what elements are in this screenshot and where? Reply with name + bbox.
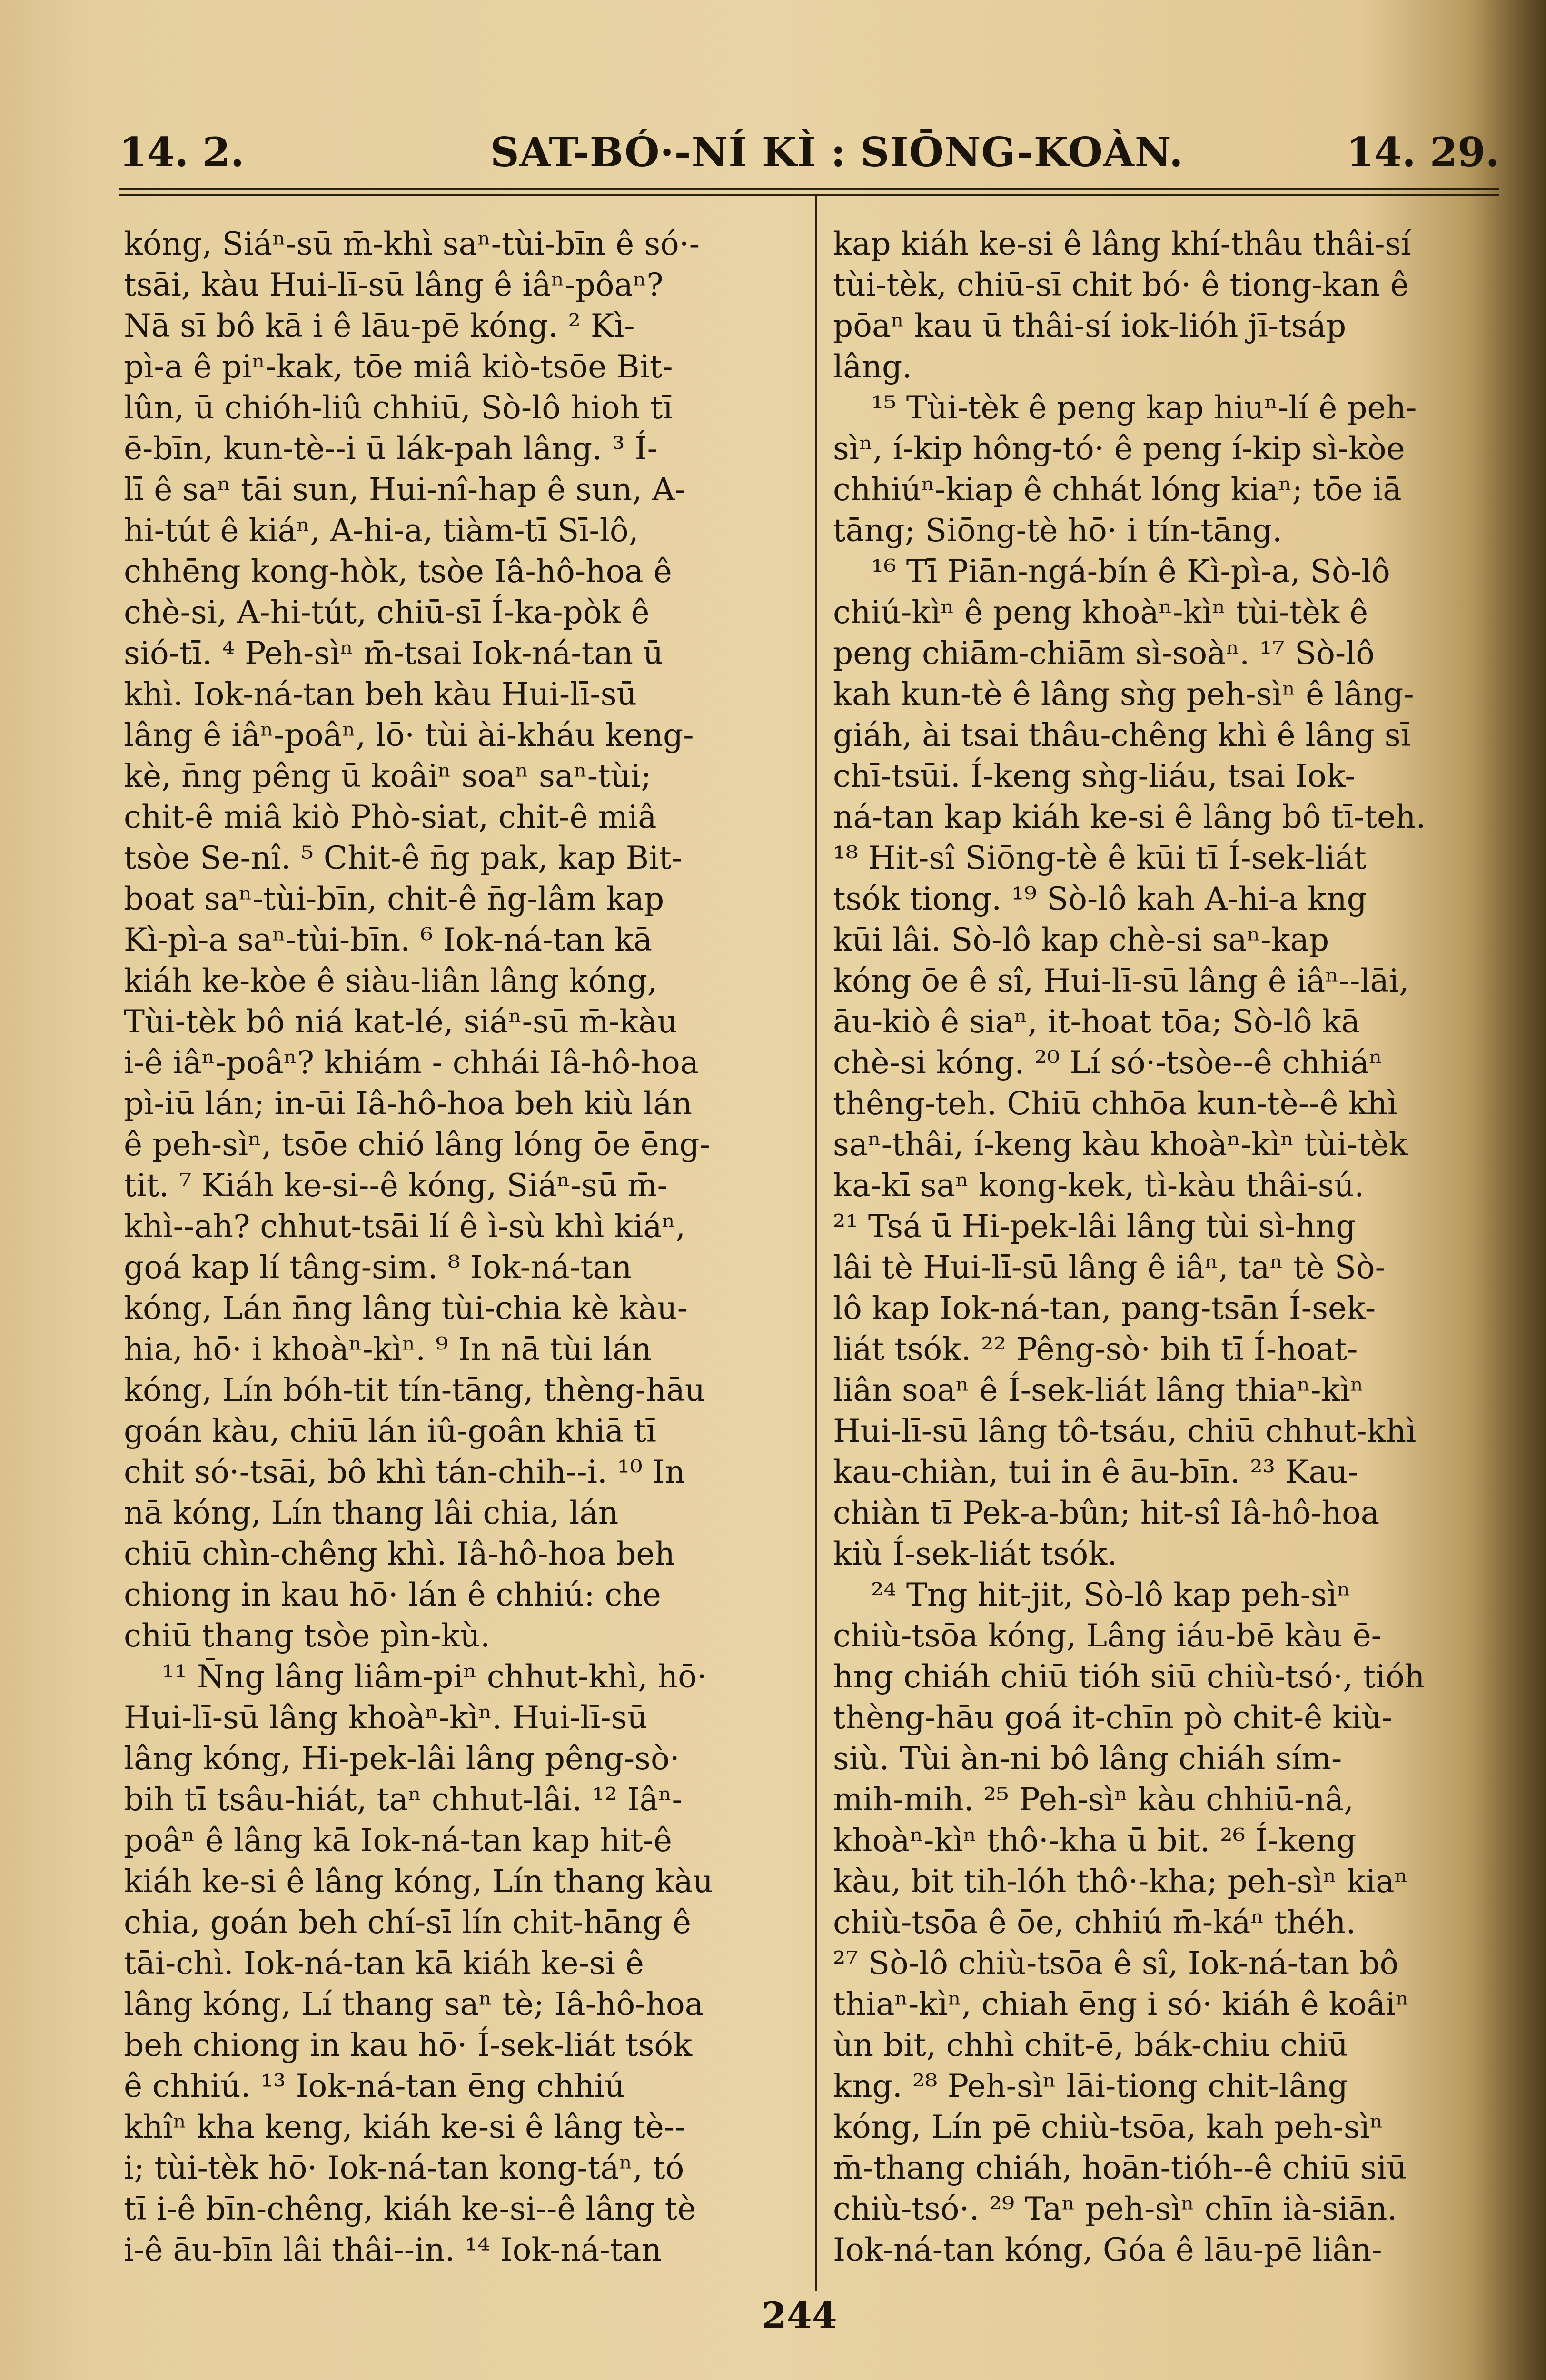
text-line: i; tùi-tèk hō· Iok-ná-tan kong-táⁿ, tó — [124, 2150, 684, 2186]
text-line: pì-iū lán; in-ūi Iâ-hô-hoa beh kiù lán — [124, 1085, 693, 1122]
text-line: āu-kiò ê siaⁿ, it-hoat tōa; Sò-lô kā — [833, 1003, 1360, 1040]
text-line: Iok-ná-tan kóng, Góa ê lāu-pē liân- — [833, 2231, 1382, 2268]
text-line: beh chiong in kau hō· Í-sek-liát tsók — [124, 2027, 693, 2063]
text-line: i-ê iâⁿ-poâⁿ? khiám - chhái Iâ-hô-hoa — [124, 1044, 699, 1081]
header-rule-bottom — [119, 194, 1499, 196]
text-line: boat saⁿ-tùi-bīn, chit-ê n̄g-lâm kap — [124, 881, 664, 917]
text-line: kap kiáh ke-si ê lâng khí-thâu thâi-sí — [833, 226, 1411, 262]
text-line: lûn, ū chióh-liû chhiū, Sò-lô hioh tī — [124, 389, 673, 426]
text-line: kūi lâi. Sò-lô kap chè-si saⁿ-kap — [833, 922, 1329, 958]
text-line: chit só·-tsāi, bô khì tán-chih--i. ¹⁰ In — [124, 1454, 685, 1490]
text-line: ²⁷ Sò-lô chiù-tsōa ê sî, Iok-ná-tan bô — [833, 1945, 1399, 1982]
text-line: sió-tī. ⁴ Peh-sìⁿ m̄-tsai Iok-ná-tan ū — [124, 635, 664, 672]
text-line: ê chhiú. ¹³ Iok-ná-tan ēng chhiú — [124, 2068, 625, 2104]
text-line: saⁿ-thâi, í-keng kàu khoàⁿ-kìⁿ tùi-tèk — [833, 1126, 1408, 1163]
text-line: goán kàu, chiū lán iû-goân khiā tī — [124, 1413, 656, 1449]
header-left-reference: 14. 2. — [119, 129, 245, 176]
text-line: lâng kóng, Lí thang saⁿ tè; Iâ-hô-hoa — [124, 1986, 704, 2023]
text-line: kau-chiàn, tui in ê āu-bīn. ²³ Kau- — [833, 1454, 1358, 1490]
text-line: giáh, ài tsai thâu-chêng khì ê lâng sī — [833, 717, 1411, 754]
text-line: tsók tiong. ¹⁹ Sò-lô kah A-hi-a kng — [833, 881, 1367, 917]
text-line: peng chiām-chiām sì-soàⁿ. ¹⁷ Sò-lô — [833, 635, 1375, 672]
text-line: thèng-hāu goá it-chīn pò chit-ê kiù- — [833, 1699, 1393, 1736]
text-line: kng. ²⁸ Peh-sìⁿ lāi-tiong chit-lâng — [833, 2068, 1348, 2104]
text-line: chiú-kìⁿ ê peng khoàⁿ-kìⁿ tùi-tèk ê — [833, 594, 1368, 631]
text-line: tit. ⁷ Kiáh ke-si--ê kóng, Siáⁿ-sū m̄- — [124, 1167, 668, 1204]
text-line: Hui-lī-sū lâng tô-tsáu, chiū chhut-khì — [833, 1413, 1417, 1449]
header-rule-top — [119, 188, 1499, 190]
text-line: i-ê āu-bīn lâi thâi--in. ¹⁴ Iok-ná-tan — [124, 2231, 662, 2268]
text-line: thiaⁿ-kìⁿ, chiah ēng i só· kiáh ê koâiⁿ — [833, 1986, 1409, 2023]
text-line: ¹¹ N̄ng lâng liâm-piⁿ chhut-khì, hō· — [162, 1658, 707, 1695]
left-text-column — [124, 224, 800, 2271]
text-line: kóng, Lín bóh-tit tín-tāng, thèng-hāu — [124, 1372, 705, 1408]
text-line: ²¹ Tsá ū Hi-pek-lâi lâng tùi sì-hng — [833, 1208, 1356, 1245]
text-line: ²⁴ Tng hit-jit, Sò-lô kap peh-sìⁿ — [871, 1577, 1351, 1613]
text-line: kiáh ke-kòe ê siàu-liân lâng kóng, — [124, 962, 657, 999]
text-line: thêng-teh. Chiū chhōa kun-tè--ê khì — [833, 1085, 1397, 1122]
text-line: m̄-thang chiáh, hoān-tióh--ê chiū siū — [833, 2150, 1407, 2186]
text-line: tī i-ê bīn-chêng, kiáh ke-si--ê lâng tè — [124, 2191, 696, 2227]
text-line: tùi-tèk, chiū-sī chit bó· ê tiong-kan ê — [833, 267, 1409, 303]
text-line: ná-tan kap kiáh ke-si ê lâng bô tī-teh. — [833, 799, 1426, 835]
text-line: nā kóng, Lín thang lâi chia, lán — [124, 1495, 619, 1531]
text-line: kiù Í-sek-liát tsók. — [833, 1536, 1118, 1572]
text-line: hng chiáh chiū tióh siū chiù-tsó·, tióh — [833, 1658, 1425, 1695]
text-line: tsòe Se-nî. ⁵ Chit-ê n̄g pak, kap Bit- — [124, 840, 683, 876]
text-line: chiù-tsōa ê ōe, chhiú m̄-káⁿ théh. — [833, 1904, 1356, 1941]
text-line: kah kun-tè ê lâng sǹg peh-sìⁿ ê lâng- — [833, 676, 1414, 713]
text-line: ¹⁵ Tùi-tèk ê peng kap hiuⁿ-lí ê peh- — [871, 389, 1417, 426]
text-line: pōaⁿ kau ū thâi-sí iok-lióh jī-tsáp — [833, 307, 1347, 344]
text-line: chè-si, A-hi-tút, chiū-sī Í-ka-pòk ê — [124, 594, 650, 631]
text-line: hia, hō· i khoàⁿ-kìⁿ. ⁹ In nā tùi lán — [124, 1331, 652, 1368]
right-text-column — [833, 224, 1504, 2271]
text-line: Hui-lī-sū lâng khoàⁿ-kìⁿ. Hui-lī-sū — [124, 1699, 647, 1736]
text-line: hi-tút ê kiáⁿ, A-hi-a, tiàm-tī Sī-lô, — [124, 512, 639, 549]
text-line: Tùi-tèk bô niá kat-lé, siáⁿ-sū m̄-kàu — [124, 1003, 677, 1040]
text-line: lô kap Iok-ná-tan, pang-tsān Í-sek- — [833, 1290, 1376, 1327]
text-line: pì-a ê piⁿ-kak, tōe miâ kiò-tsōe Bit- — [124, 348, 673, 385]
text-line: chè-si kóng. ²⁰ Lí só·-tsòe--ê chhiáⁿ — [833, 1044, 1383, 1081]
text-line: khì--ah? chhut-tsāi lí ê ì-sù khì kiáⁿ, — [124, 1208, 686, 1245]
text-line: kóng, Lán n̄ng lâng tùi-chia kè kàu- — [124, 1290, 688, 1327]
text-line: chiong in kau hō· lán ê chhiú: che — [124, 1577, 661, 1613]
text-line: siù. Tùi àn-ni bô lâng chiáh sím- — [833, 1740, 1342, 1777]
header-right-reference: 14. 29. — [1346, 129, 1499, 176]
text-line: ¹⁸ Hit-sî Siōng-tè ê kūi tī Í-sek-liát — [833, 840, 1367, 876]
text-line: lâng. — [833, 348, 912, 385]
text-line: mih-mih. ²⁵ Peh-sìⁿ kàu chhiū-nâ, — [833, 1781, 1354, 1818]
text-line: poâⁿ ê lâng kā Iok-ná-tan kap hit-ê — [124, 1822, 672, 1859]
header-title: SAT-BÓ·-NÍ KÌ : SIŌNG-KOÀN. — [490, 129, 1184, 176]
running-header — [119, 129, 1499, 181]
text-line: kàu, bit tih-lóh thô·-kha; peh-sìⁿ kiaⁿ — [833, 1863, 1408, 1900]
text-line: Nā sī bô kā i ê lāu-pē kóng. ² Kì- — [124, 307, 635, 344]
text-line: goá kap lí tâng-sim. ⁸ Iok-ná-tan — [124, 1249, 632, 1286]
text-line: ê peh-sìⁿ, tsōe chió lâng lóng ōe ēng- — [124, 1126, 710, 1163]
text-line: chia, goán beh chí-sī lín chit-hāng ê — [124, 1904, 692, 1941]
page-number: 244 — [762, 2294, 837, 2337]
text-line: chit-ê miâ kiò Phò-siat, chit-ê miâ — [124, 799, 657, 835]
text-line: lâng kóng, Hi-pek-lâi lâng pêng-sò· — [124, 1740, 680, 1777]
text-line: lâng ê iâⁿ-poâⁿ, lō· tùi ài-kháu keng- — [124, 717, 694, 754]
text-line: chī-tsūi. Í-keng sǹg-liáu, tsai Iok- — [833, 758, 1356, 794]
text-line: ¹⁶ Tī Piān-ngá-bín ê Kì-pì-a, Sò-lô — [871, 553, 1390, 590]
text-line: lâi tè Hui-lī-sū lâng ê iâⁿ, taⁿ tè Sò- — [833, 1249, 1386, 1286]
text-line: kè, n̄ng pêng ū koâiⁿ soaⁿ saⁿ-tùi; — [124, 758, 652, 794]
text-line: chiū chìn-chêng khì. Iâ-hô-hoa beh — [124, 1536, 675, 1572]
text-line: chhiúⁿ-kiap ê chhát lóng kiaⁿ; tōe iā — [833, 471, 1402, 508]
text-line: khîⁿ kha keng, kiáh ke-si ê lâng tè-- — [124, 2109, 685, 2145]
text-line: kiáh ke-si ê lâng kóng, Lín thang kàu — [124, 1863, 714, 1900]
text-line: chiù-tsōa kóng, Lâng iáu-bē kàu ē- — [833, 1617, 1382, 1654]
text-line: ē-bīn, kun-tè--i ū lák-pah lâng. ³ Í- — [124, 430, 658, 467]
text-line: liân soaⁿ ê Í-sek-liát lâng thiaⁿ-kìⁿ — [833, 1372, 1364, 1408]
text-line: liát tsók. ²² Pêng-sò· bih tī Í-hoat- — [833, 1331, 1358, 1368]
text-line: kóng, Lín pē chiù-tsōa, kah peh-sìⁿ — [833, 2109, 1384, 2145]
text-line: chiù-tsó·. ²⁹ Taⁿ peh-sìⁿ chīn ià-siān. — [833, 2191, 1397, 2227]
text-line: kóng ōe ê sî, Hui-lī-sū lâng ê iâⁿ--lāi, — [833, 962, 1409, 999]
text-line: khoàⁿ-kìⁿ thô·-kha ū bit. ²⁶ Í-keng — [833, 1822, 1357, 1859]
column-divider — [815, 194, 817, 2291]
text-line: khì. Iok-ná-tan beh kàu Hui-lī-sū — [124, 676, 637, 713]
text-line: tsāi, kàu Hui-lī-sū lâng ê iâⁿ-pôaⁿ? — [124, 267, 664, 303]
text-line: Kì-pì-a saⁿ-tùi-bīn. ⁶ Iok-ná-tan kā — [124, 922, 653, 958]
text-line: tāi-chì. Iok-ná-tan kā kiáh ke-si ê — [124, 1945, 644, 1982]
text-line: sìⁿ, í-kip hông-tó· ê peng í-kip sì-kòe — [833, 430, 1405, 467]
text-line: chiàn tī Pek-a-bûn; hit-sî Iâ-hô-hoa — [833, 1495, 1380, 1531]
text-line: ùn bit, chhì chit-ē, bák-chiu chiū — [833, 2027, 1348, 2063]
text-line: chiū thang tsòe pìn-kù. — [124, 1617, 490, 1654]
text-line: kóng, Siáⁿ-sū m̄-khì saⁿ-tùi-bīn ê só·- — [124, 226, 700, 262]
text-line: bih tī tsâu-hiát, taⁿ chhut-lâi. ¹² Iâⁿ- — [124, 1781, 683, 1818]
text-line: chhēng kong-hòk, tsòe Iâ-hô-hoa ê — [124, 553, 672, 590]
text-line: ka-kī saⁿ kong-kek, tì-kàu thâi-sú. — [833, 1167, 1365, 1204]
text-line: tāng; Siōng-tè hō· i tín-tāng. — [833, 512, 1282, 549]
text-line: lī ê saⁿ tāi sun, Hui-nî-hap ê sun, A- — [124, 471, 686, 508]
